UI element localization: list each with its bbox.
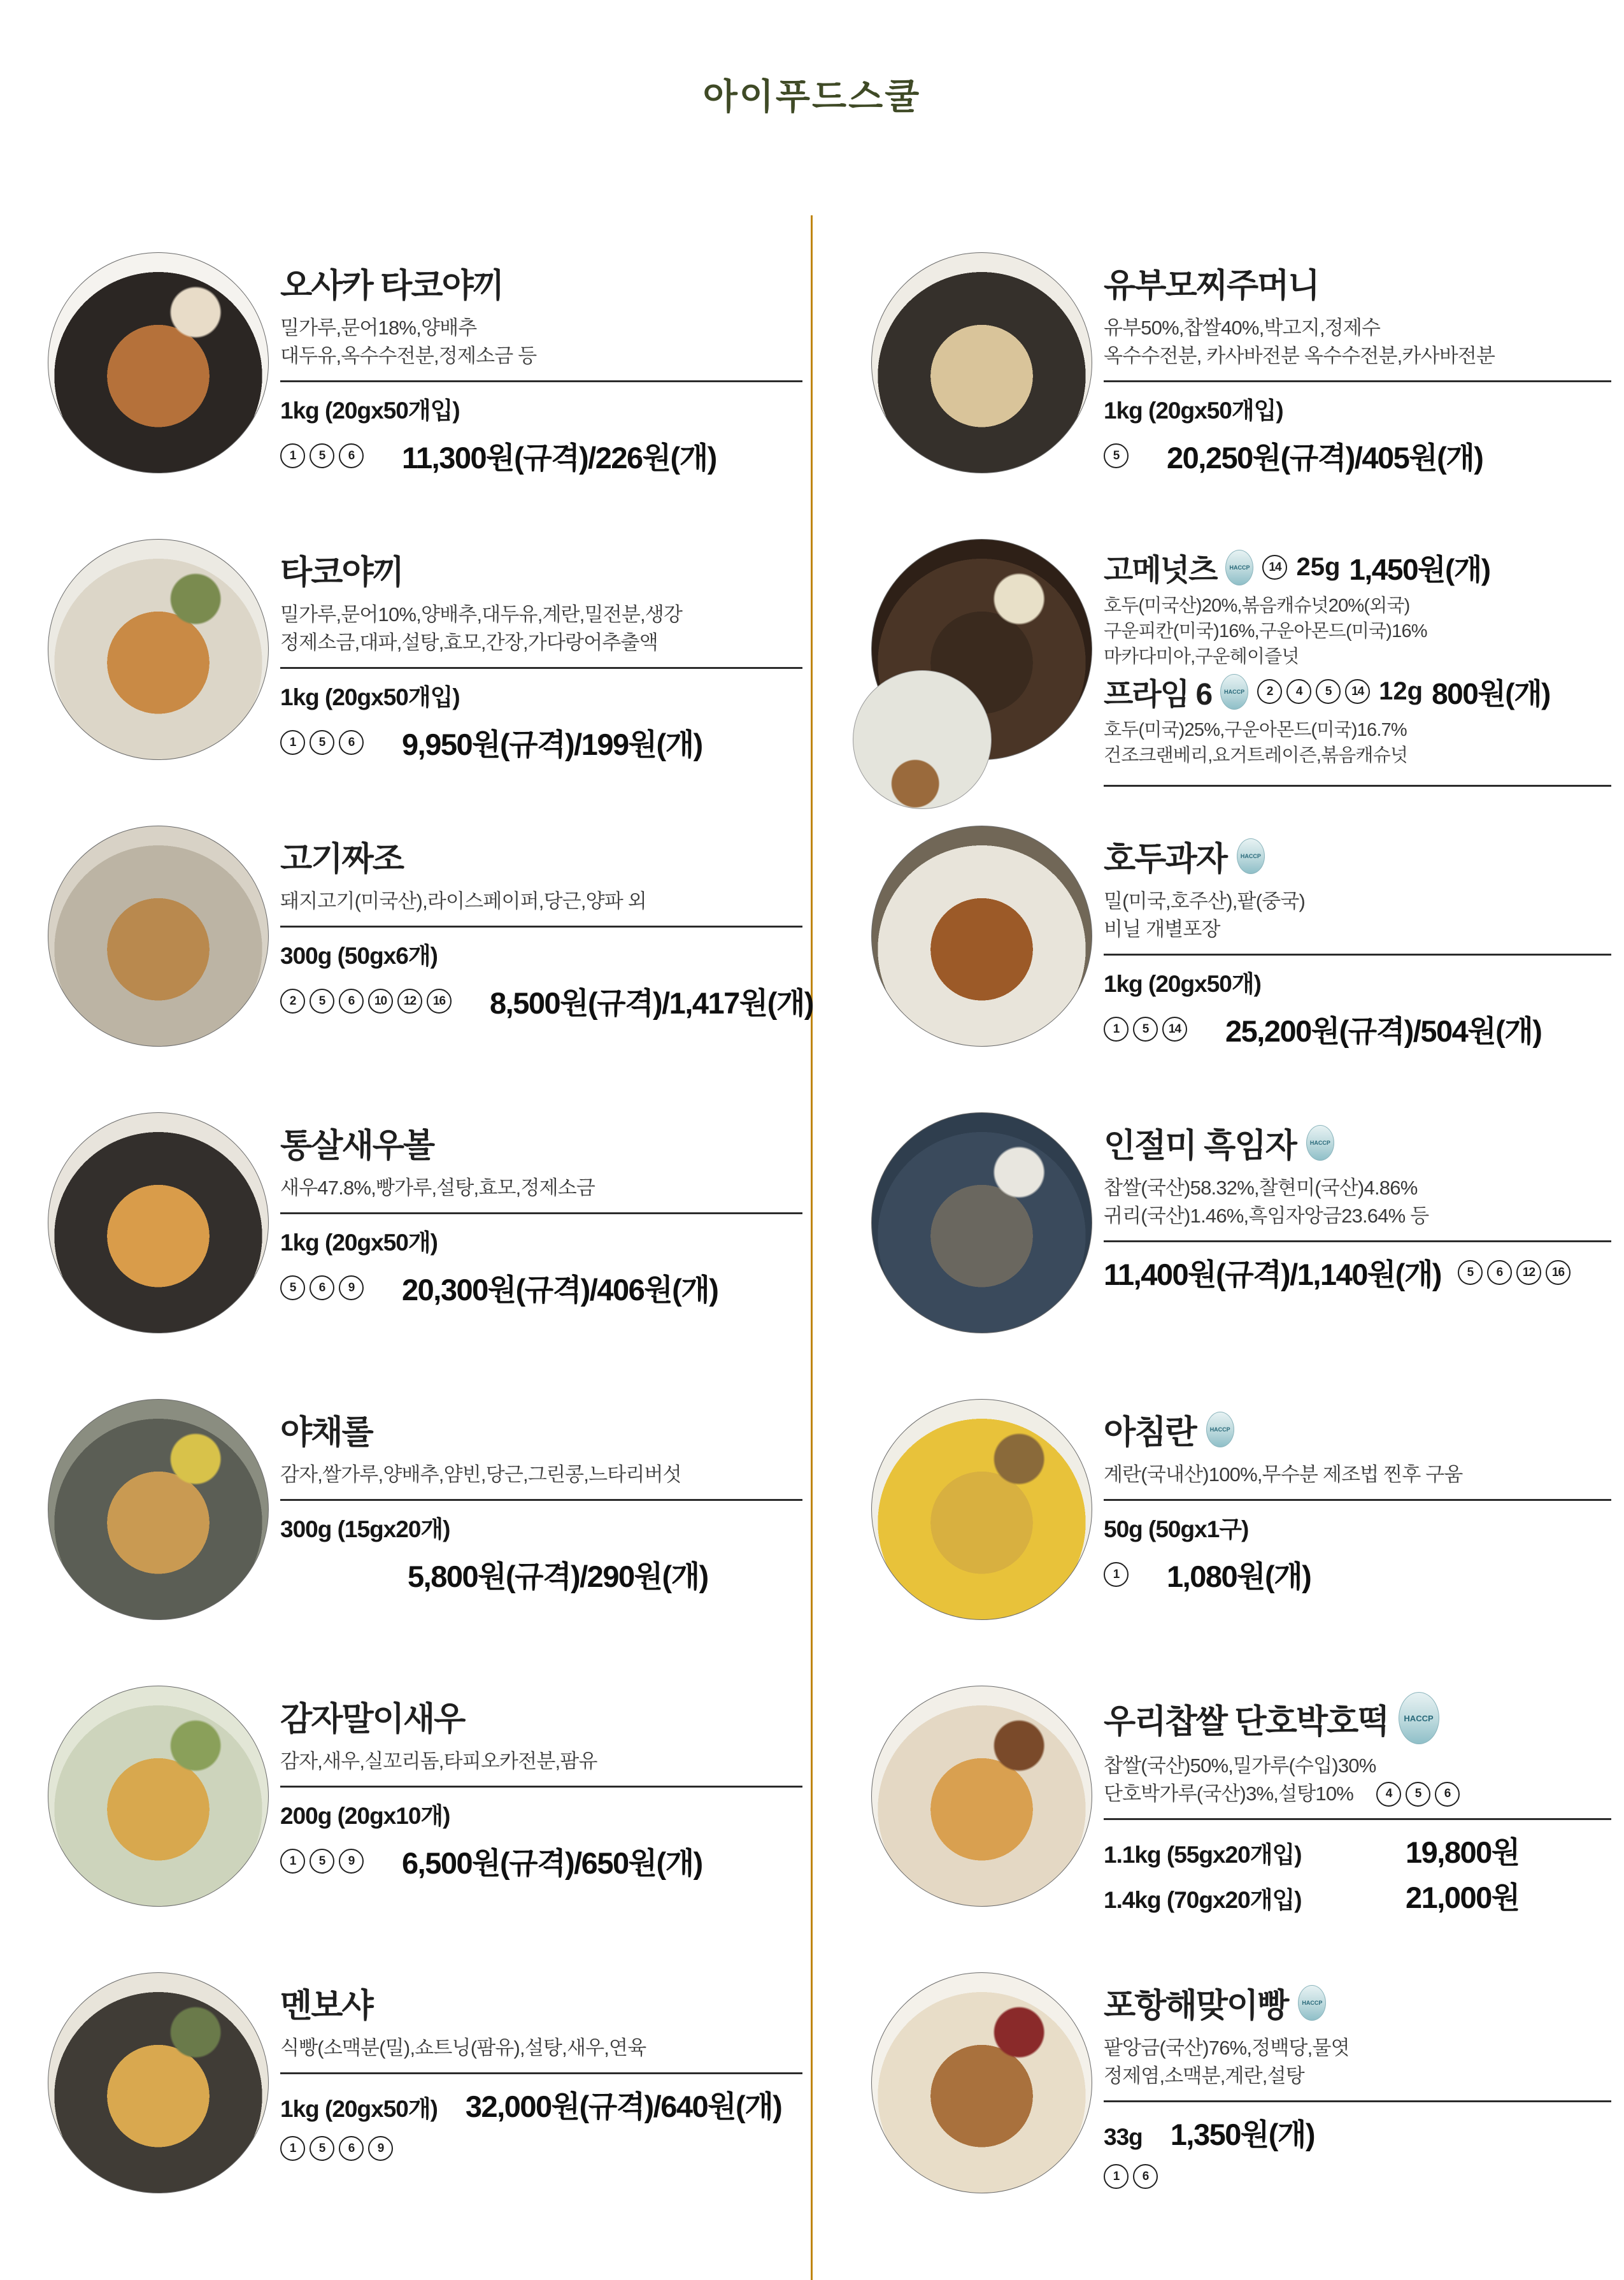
circled-numbers-group bbox=[280, 989, 452, 1014]
product-image bbox=[48, 252, 269, 473]
column-divider bbox=[811, 215, 813, 2280]
size-price-row bbox=[1104, 2111, 1611, 2154]
ingredients-text: 구운피칸(미국)16%,구운아몬드(미국)16% bbox=[1104, 621, 1427, 642]
circled-number: 5 bbox=[310, 730, 334, 755]
ingredients-text: 정제소금,대파,설탕,효모,간장,가다랑어추출액 bbox=[280, 631, 658, 654]
circled-number: 5 bbox=[310, 443, 334, 468]
price-text: 1,080원(개) bbox=[1167, 1559, 1311, 1594]
circled-number: 6 bbox=[1133, 2164, 1158, 2189]
divider-line bbox=[1104, 785, 1611, 787]
product-item bbox=[871, 826, 1611, 1112]
product-title: 타코야끼 bbox=[280, 554, 403, 591]
circled-numbers-group bbox=[1104, 443, 1129, 468]
product-item bbox=[48, 252, 802, 539]
size-price-row bbox=[1104, 1510, 1611, 1544]
ingredients-text: 건조크랜베리,요거트레이즌,볶음캐슈넛 bbox=[1104, 745, 1408, 766]
ingredients-text: 감자,새우,실꼬리돔,타피오카전분,팜유 bbox=[280, 1750, 597, 1772]
product-title: 고기짜조 bbox=[280, 841, 403, 878]
price-text: 5,800원(규격)/290원(개) bbox=[408, 1559, 708, 1594]
product-image bbox=[871, 1112, 1092, 1333]
product-image bbox=[871, 539, 1092, 760]
divider-line bbox=[280, 2072, 802, 2074]
product-details bbox=[280, 1399, 802, 1596]
circled-numbers-group bbox=[1104, 1562, 1129, 1587]
divider-line bbox=[280, 667, 802, 669]
product-title-row bbox=[1104, 1979, 1611, 2026]
product-title: 감자말이새우 bbox=[280, 1701, 465, 1738]
price-text: 800원(개) bbox=[1432, 677, 1550, 710]
product-item bbox=[871, 1686, 1611, 1972]
price-row bbox=[1104, 1008, 1611, 1050]
product-item bbox=[48, 1972, 802, 2259]
product-title-row bbox=[280, 545, 802, 593]
product-item bbox=[48, 826, 813, 1112]
divider-line bbox=[1104, 1240, 1611, 1242]
circled-number: 1 bbox=[1104, 1017, 1129, 1042]
product-details bbox=[280, 1972, 802, 2161]
package-size: 1kg (20gx50개) bbox=[280, 2096, 438, 2123]
page-title: 아이푸드스쿨 bbox=[702, 76, 922, 118]
package-size: 25g bbox=[1296, 553, 1341, 581]
circled-number: 14 bbox=[1262, 555, 1287, 580]
ingredients-text: 식빵(소맥분(밀),쇼트닝(팜유),설탕,새우,연육 bbox=[280, 2037, 646, 2059]
divider-line bbox=[1104, 380, 1611, 382]
circled-number: 6 bbox=[339, 730, 364, 755]
circled-numbers-group bbox=[1458, 1260, 1571, 1285]
product-title: 멘보샤 bbox=[280, 1988, 373, 2025]
product-title: 아침란 bbox=[1104, 1414, 1196, 1451]
circled-number: 1 bbox=[280, 730, 305, 755]
product-title: 고메넛츠 bbox=[1104, 554, 1217, 587]
circled-numbers-group bbox=[280, 1849, 364, 1874]
price-row bbox=[280, 1553, 802, 1596]
ingredients-text: 마카다미아,구운헤이즐넛 bbox=[1104, 647, 1299, 668]
divider-line bbox=[280, 1786, 802, 1788]
circled-numbers-group bbox=[280, 1275, 364, 1300]
ingredients-text: 밀가루,문어18%,양배추 bbox=[280, 317, 477, 339]
circled-number: 5 bbox=[280, 1275, 305, 1300]
allergen-circles-row bbox=[1104, 2164, 1611, 2189]
size-price-row bbox=[280, 391, 802, 426]
product-title: 우리찹쌀 단호박호떡 bbox=[1104, 1703, 1388, 1740]
circled-number: 5 bbox=[1104, 443, 1129, 468]
circled-number: 16 bbox=[427, 989, 452, 1014]
product-title: 통살새우볼 bbox=[280, 1128, 434, 1165]
ingredients-text: 밀가루,문어10%,양배추,대두유,계란,밀전분,생강 bbox=[280, 603, 683, 626]
circled-numbers-group bbox=[280, 2136, 393, 2161]
price-text: 20,250원(규격)/405원(개) bbox=[1167, 441, 1483, 475]
package-size: 12g bbox=[1379, 677, 1423, 706]
circled-number: 9 bbox=[339, 1849, 364, 1874]
circled-number: 6 bbox=[1487, 1260, 1512, 1285]
product-title-row bbox=[1104, 1405, 1611, 1453]
product-image bbox=[871, 252, 1092, 473]
product-title-row bbox=[1104, 1692, 1611, 1744]
product-title: 포항해맞이빵 bbox=[1104, 1988, 1288, 2025]
ingredients-row bbox=[1104, 1780, 1611, 1808]
circled-number: 6 bbox=[339, 989, 364, 1014]
size-price-row bbox=[1104, 1829, 1611, 1872]
product-title-row bbox=[1104, 670, 1611, 713]
size-price-row bbox=[280, 678, 802, 712]
circled-number: 9 bbox=[339, 1275, 364, 1300]
size-price-row bbox=[280, 2083, 802, 2126]
product-title-row bbox=[1104, 1119, 1611, 1166]
product-image bbox=[871, 1399, 1092, 1620]
haccp-badge-icon: HACCP bbox=[1306, 1125, 1334, 1161]
price-text: 1,350원(개) bbox=[1170, 2118, 1314, 2152]
divider-line bbox=[1104, 1818, 1611, 1820]
product-image bbox=[871, 1686, 1092, 1907]
product-details bbox=[1104, 252, 1611, 477]
ingredients-text: 새우47.8%,빵가루,설탕,효모,정제소금 bbox=[280, 1177, 595, 1199]
ingredients-text: 감자,쌀가루,양배추,얌빈,당근,그린콩,느타리버섯 bbox=[280, 1463, 681, 1486]
circled-number: 1 bbox=[1104, 1562, 1129, 1587]
size-price-row bbox=[1104, 391, 1611, 426]
product-item bbox=[48, 1399, 802, 1686]
haccp-badge-icon: HACCP bbox=[1206, 1412, 1234, 1447]
package-size: 1kg (20gx50개입) bbox=[1104, 398, 1283, 424]
ingredients-text: 유부50%,찹쌀40%,박고지,정제수 bbox=[1104, 317, 1381, 339]
size-price-row bbox=[280, 936, 802, 971]
price-row bbox=[280, 1840, 802, 1882]
product-title: 야채롤 bbox=[280, 1414, 373, 1451]
product-item bbox=[48, 1112, 802, 1399]
package-size: 1.1kg (55gx20개입) bbox=[1104, 1842, 1302, 1868]
price-text: 32,000원(규격)/640원(개) bbox=[465, 2090, 782, 2124]
product-title-row bbox=[280, 1979, 802, 2026]
product-title-row bbox=[280, 1692, 802, 1740]
package-size: 200g (20gx10개) bbox=[280, 1803, 450, 1830]
product-title-row bbox=[1104, 832, 1611, 880]
package-size: 1.4kg (70gx20개입) bbox=[1104, 1887, 1302, 1914]
circled-numbers-group bbox=[280, 443, 364, 468]
ingredients-text: 단호박가루(국산)3%,설탕10% bbox=[1104, 1782, 1354, 1805]
product-details bbox=[280, 539, 802, 764]
circled-numbers-group bbox=[1376, 1782, 1460, 1807]
product-item bbox=[48, 539, 802, 826]
haccp-badge-icon: HACCP bbox=[1220, 674, 1248, 710]
product-details bbox=[280, 252, 802, 477]
price-row bbox=[1104, 1553, 1611, 1596]
price-text: 19,800원 bbox=[1406, 1835, 1520, 1870]
size-price-row bbox=[280, 1223, 802, 1258]
price-row bbox=[280, 980, 813, 1022]
divider-line bbox=[280, 1499, 802, 1501]
circled-number: 9 bbox=[368, 2136, 393, 2161]
divider-line bbox=[280, 926, 802, 928]
ingredients-text: 돼지고기(미국산),라이스페이퍼,당근,양파 외 bbox=[280, 890, 646, 912]
price-text: 8,500원(규격)/1,417원(개) bbox=[490, 986, 813, 1021]
ingredients-text: 비닐 개별포장 bbox=[1104, 918, 1220, 941]
product-item bbox=[871, 539, 1611, 826]
price-text: 25,200원(규격)/504원(개) bbox=[1225, 1014, 1542, 1049]
product-item bbox=[871, 252, 1611, 539]
circled-number: 5 bbox=[1133, 1017, 1158, 1042]
circled-number: 5 bbox=[310, 2136, 334, 2161]
size-price-row bbox=[1104, 964, 1611, 999]
right-column bbox=[871, 252, 1611, 2259]
product-title-row bbox=[280, 259, 802, 306]
product-item bbox=[871, 1972, 1611, 2259]
circled-numbers-group bbox=[1104, 2164, 1158, 2189]
product-image bbox=[48, 1112, 269, 1333]
haccp-badge-icon: HACCP bbox=[1237, 838, 1265, 874]
product-details bbox=[1104, 1399, 1611, 1596]
ingredients-text: 귀리(국산)1.46%,흑임자앙금23.64% 등 bbox=[1104, 1205, 1429, 1228]
product-image bbox=[48, 1686, 269, 1907]
circled-number: 4 bbox=[1376, 1782, 1401, 1807]
package-size: 50g (50gx1구) bbox=[1104, 1516, 1249, 1543]
product-title: 호두과자 bbox=[1104, 841, 1227, 878]
product-image-secondary bbox=[853, 670, 992, 809]
package-size: 1kg (20gx50개입) bbox=[280, 398, 460, 424]
circled-number: 14 bbox=[1345, 679, 1370, 704]
ingredients-text: 찹쌀(국산)50%,밀가루(수입)30% bbox=[1104, 1754, 1376, 1777]
product-title-row bbox=[1104, 259, 1611, 306]
product-title-row bbox=[280, 1119, 802, 1166]
divider-line bbox=[280, 1212, 802, 1214]
circled-number: 1 bbox=[280, 443, 305, 468]
price-text: 21,000원 bbox=[1406, 1881, 1520, 1915]
divider-line bbox=[1104, 2100, 1611, 2102]
ingredients-text: 팥앙금(국산)76%,정백당,물엿 bbox=[1104, 2037, 1350, 2059]
circled-number: 5 bbox=[310, 1849, 334, 1874]
circled-number: 5 bbox=[1316, 679, 1341, 704]
size-price-row bbox=[280, 1796, 802, 1831]
price-text: 6,500원(규격)/650원(개) bbox=[402, 1846, 702, 1881]
price-row bbox=[1104, 1251, 1611, 1294]
circled-number: 12 bbox=[1516, 1260, 1541, 1285]
circled-number: 1 bbox=[280, 2136, 305, 2161]
package-size: 300g (15gx20개) bbox=[280, 1516, 450, 1543]
haccp-badge-icon: HACCP bbox=[1399, 1692, 1439, 1744]
circled-number: 5 bbox=[1458, 1260, 1483, 1285]
package-size: 33g bbox=[1104, 2124, 1143, 2151]
product-item bbox=[48, 1686, 802, 1972]
circled-number: 1 bbox=[1104, 2164, 1129, 2189]
price-text: 11,400원(규격)/1,140원(개) bbox=[1104, 1258, 1441, 1292]
circled-number: 16 bbox=[1546, 1260, 1571, 1285]
product-title-row bbox=[1104, 545, 1611, 589]
product-image bbox=[871, 1972, 1092, 2193]
product-item bbox=[871, 1399, 1611, 1686]
circled-numbers-group bbox=[1262, 555, 1287, 580]
circled-number: 2 bbox=[280, 989, 305, 1014]
price-row bbox=[280, 721, 802, 764]
divider-line bbox=[1104, 954, 1611, 956]
product-image bbox=[48, 826, 269, 1047]
circled-number: 6 bbox=[1435, 1782, 1460, 1807]
ingredients-text: 대두유,옥수수전분,정제소금 등 bbox=[280, 345, 537, 368]
circled-number: 6 bbox=[310, 1275, 334, 1300]
product-title: 인절미 흑임자 bbox=[1104, 1128, 1296, 1165]
circled-number: 5 bbox=[310, 989, 334, 1014]
circled-number: 5 bbox=[1406, 1782, 1430, 1807]
package-size: 1kg (20gx50개) bbox=[1104, 971, 1261, 998]
allergen-circles-row bbox=[280, 2136, 802, 2161]
product-details bbox=[1104, 826, 1611, 1050]
circled-number: 4 bbox=[1286, 679, 1311, 704]
circled-number: 1 bbox=[280, 1849, 305, 1874]
price-text: 1,450원(개) bbox=[1349, 552, 1490, 586]
circled-numbers-group bbox=[1104, 1017, 1187, 1042]
product-details bbox=[1104, 539, 1611, 796]
circled-number: 2 bbox=[1257, 679, 1282, 704]
price-row bbox=[280, 434, 802, 477]
price-text: 11,300원(규격)/226원(개) bbox=[402, 441, 716, 475]
price-row bbox=[1104, 434, 1611, 477]
ingredients-text: 찹쌀(국산)58.32%,찰현미(국산)4.86% bbox=[1104, 1177, 1418, 1199]
product-details bbox=[1104, 1686, 1611, 1917]
package-size: 300g (50gx6개) bbox=[280, 943, 438, 970]
price-text: 9,950원(규격)/199원(개) bbox=[402, 728, 702, 762]
circled-number: 6 bbox=[339, 443, 364, 468]
circled-number: 10 bbox=[368, 989, 393, 1014]
haccp-badge-icon: HACCP bbox=[1225, 550, 1253, 585]
product-item bbox=[871, 1112, 1611, 1399]
ingredients-text: 호두(미국)25%,구운아몬드(미국)16.7% bbox=[1104, 720, 1407, 741]
product-title: 오사카 타코야끼 bbox=[280, 268, 504, 305]
circled-number: 6 bbox=[339, 2136, 364, 2161]
price-row bbox=[280, 1266, 802, 1309]
ingredients-text: 밀(미국,호주산),팥(중국) bbox=[1104, 890, 1306, 912]
haccp-badge-icon: HACCP bbox=[1298, 1985, 1326, 2021]
ingredients-text: 호두(미국산)20%,볶음캐슈넛20%(외국) bbox=[1104, 596, 1410, 616]
divider-line bbox=[280, 380, 802, 382]
product-image bbox=[871, 826, 1092, 1047]
product-title-row bbox=[280, 1405, 802, 1453]
divider-line bbox=[1104, 1499, 1611, 1501]
circled-number: 14 bbox=[1162, 1017, 1187, 1042]
circled-numbers-group bbox=[1257, 679, 1370, 704]
product-details bbox=[1104, 1112, 1611, 1294]
product-title-row bbox=[280, 832, 802, 880]
size-price-row bbox=[1104, 1874, 1611, 1917]
product-title: 유부모찌주머니 bbox=[1104, 268, 1319, 305]
product-title: 프라임 6 bbox=[1104, 678, 1212, 712]
circled-number: 12 bbox=[397, 989, 422, 1014]
left-column bbox=[48, 252, 813, 2259]
product-image bbox=[48, 539, 269, 760]
price-text: 20,300원(규격)/406원(개) bbox=[402, 1273, 718, 1307]
circled-numbers-group bbox=[280, 730, 364, 755]
ingredients-text: 정제염,소맥분,계란,설탕 bbox=[1104, 2065, 1304, 2088]
product-details bbox=[280, 1686, 802, 1882]
package-size: 1kg (20gx50개) bbox=[280, 1230, 438, 1256]
package-size: 1kg (20gx50개입) bbox=[280, 684, 460, 711]
ingredients-text: 계란(국내산)100%,무수분 제조법 찐후 구움 bbox=[1104, 1463, 1463, 1486]
ingredients-text: 옥수수전분, 카사바전분 옥수수전분,카사바전분 bbox=[1104, 345, 1495, 368]
product-details bbox=[280, 1112, 802, 1309]
size-price-row bbox=[280, 1510, 802, 1544]
product-details bbox=[1104, 1972, 1611, 2189]
product-image bbox=[48, 1399, 269, 1620]
product-image bbox=[48, 1972, 269, 2193]
product-details bbox=[280, 826, 813, 1022]
